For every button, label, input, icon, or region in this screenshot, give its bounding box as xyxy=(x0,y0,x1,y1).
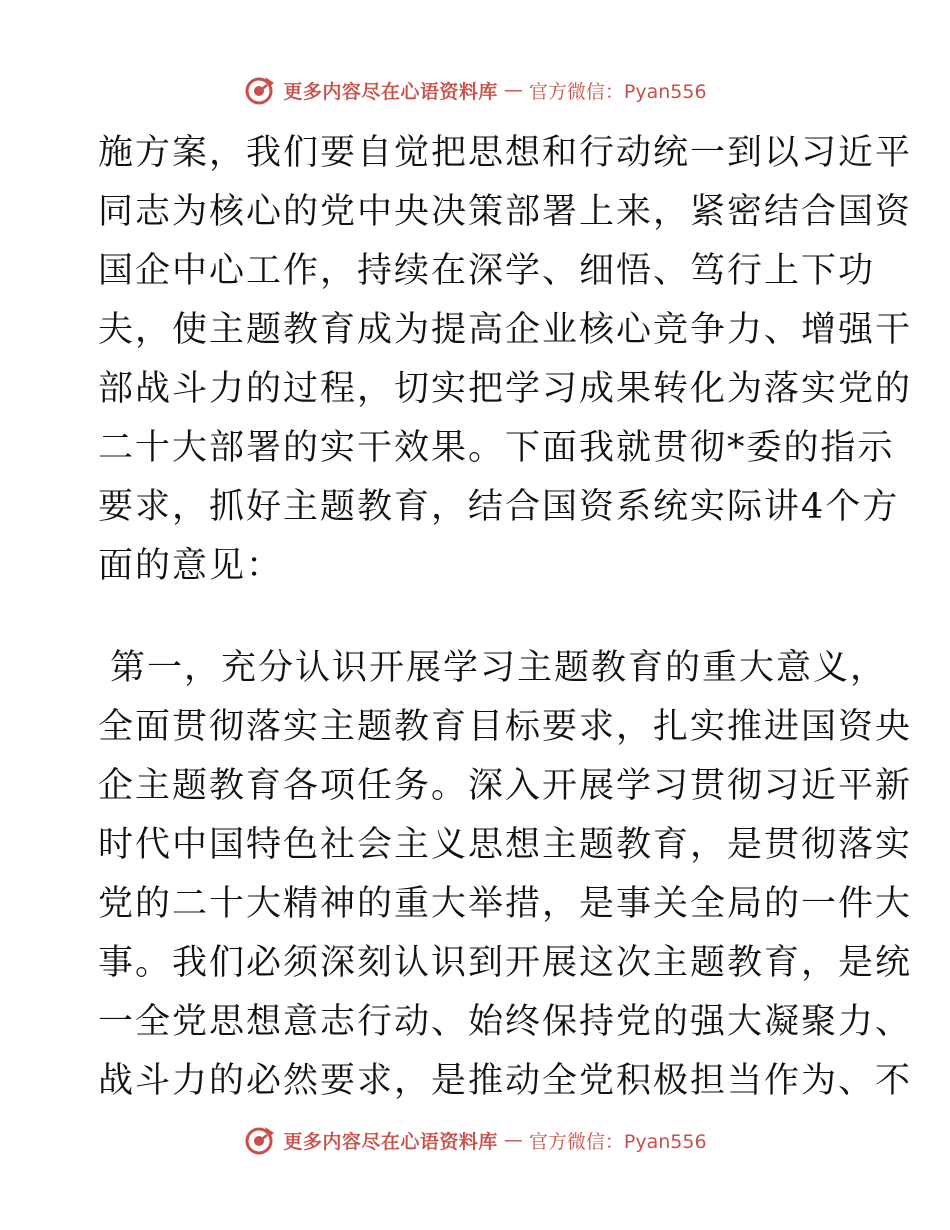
paragraph-gap xyxy=(98,596,858,639)
watermark-separator: — xyxy=(503,1129,523,1151)
paragraph-line: 国企中心工作，持续在深学、细悟、笃行上下功 xyxy=(98,251,876,291)
paragraph-line: 要求，抓好主题教育，结合国资系统实际讲4个方 xyxy=(98,487,900,527)
watermark-main-text: 更多内容尽在心语资料库 xyxy=(283,80,498,103)
paragraph-line: 党的二十大精神的重大举措，是事关全局的一件大 xyxy=(98,884,913,924)
logo-icon xyxy=(243,73,277,107)
logo-icon xyxy=(243,1123,277,1157)
paragraph-line: 一全党思想意志行动、始终保持党的强大凝聚力、 xyxy=(98,1002,913,1042)
header-watermark xyxy=(0,70,950,110)
paragraph-line: 二十大部署的实干效果。下面我就贯彻*委的指示 xyxy=(98,428,895,468)
watermark-separator: — xyxy=(503,79,523,101)
watermark-main-text: 更多内容尽在心语资料库 xyxy=(283,1130,498,1153)
watermark-wechat-text: 官方微信：Pyan556 xyxy=(528,1130,707,1153)
document-body xyxy=(98,124,913,1111)
paragraph-line: 面的意见： xyxy=(98,546,284,586)
paragraph-line: 施方案，我们要自觉把思想和行动统一到以习近平 xyxy=(98,133,913,173)
paragraph-line: 全面贯彻落实主题教育目标要求，扎实推进国资央 xyxy=(98,707,913,747)
paragraph-line: 战斗力的必然要求，是推动全党积极担当作为、不 xyxy=(98,1061,913,1101)
watermark-wechat-text: 官方微信：Pyan556 xyxy=(528,80,707,103)
footer-watermark xyxy=(0,1120,950,1160)
section-heading: 第一，充分认识开展学习主题教育的重大意义， xyxy=(110,648,888,688)
paragraph-line: 企主题教育各项任务。深入开展学习贯彻习近平新 xyxy=(98,766,913,806)
paragraph-line: 部战斗力的过程，切实把学习成果转化为落实党的 xyxy=(98,369,913,409)
paragraph-line: 时代中国特色社会主义思想主题教育，是贯彻落实 xyxy=(98,825,913,865)
paragraph-line: 同志为核心的党中央决策部署上来，紧密结合国资 xyxy=(98,192,913,232)
paragraph-line: 夫，使主题教育成为提高企业核心竞争力、增强干 xyxy=(98,310,913,350)
paragraph-line: 事。我们必须深刻认识到开展这次主题教育，是统 xyxy=(98,943,913,983)
